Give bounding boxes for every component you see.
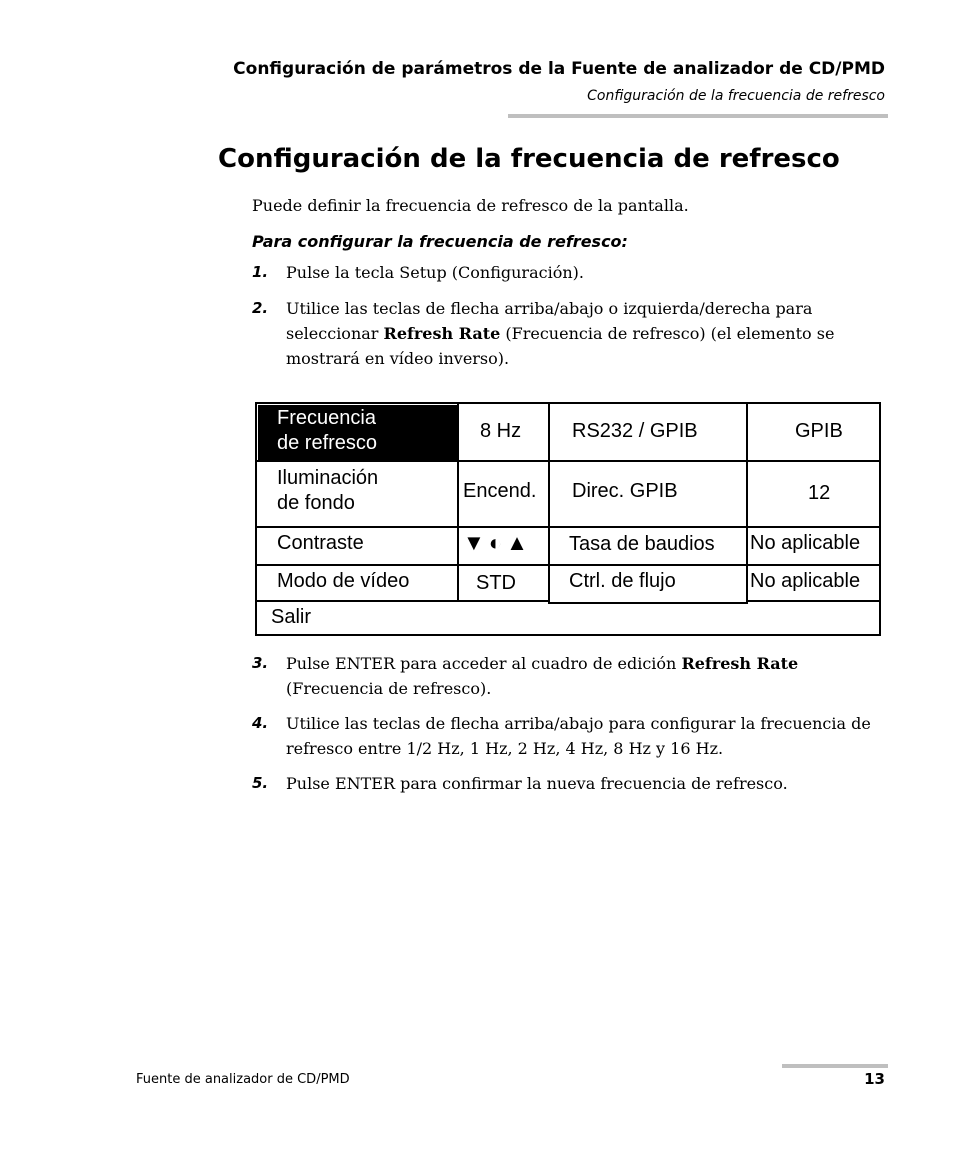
- gpib-address-value[interactable]: 12: [808, 482, 831, 504]
- backlight-label[interactable]: Iluminación de fondo: [277, 467, 379, 514]
- interface-value[interactable]: GPIB: [795, 420, 843, 442]
- step-text: Utilice las teclas de flecha arriba/abajo o izquierda/derecha para seleccionar Refresh Rate (Frecuencia de refresco) (el elemento se mostrará en vídeo inverso).: [286, 299, 835, 368]
- step-number: 1.: [252, 263, 269, 281]
- contrast-arrows-icon[interactable]: ▼◐▲: [463, 530, 532, 555]
- footer-doc-title: Fuente de analizador de CD/PMD: [136, 1072, 350, 1087]
- exit-option[interactable]: Salir: [271, 606, 312, 628]
- header-rule: [508, 114, 888, 118]
- refresh-rate-label[interactable]: Frecuencia de refresco: [277, 407, 378, 454]
- step-text: Pulse ENTER para acceder al cuadro de edición Refresh Rate (Frecuencia de refresco).: [286, 654, 799, 698]
- flow-control-value[interactable]: No aplicable: [750, 570, 861, 592]
- video-mode-label[interactable]: Modo de vídeo: [277, 570, 410, 592]
- flow-control-label[interactable]: Ctrl. de flujo: [569, 570, 676, 592]
- refresh-rate-value[interactable]: 8 Hz: [480, 420, 522, 442]
- contrast-label[interactable]: Contraste: [277, 532, 364, 554]
- page-title: Configuración de la frecuencia de refresco: [218, 144, 840, 174]
- gpib-address-label[interactable]: Direc. GPIB: [572, 480, 678, 502]
- step-number: 3.: [252, 654, 269, 672]
- intro-paragraph: Puede definir la frecuencia de refresco de la pantalla.: [252, 196, 689, 215]
- footer-rule: [782, 1064, 888, 1068]
- step-text: Pulse la tecla Setup (Configuración).: [286, 263, 584, 282]
- page-number: 13: [864, 1070, 885, 1088]
- step-number: 2.: [252, 299, 269, 317]
- video-mode-value[interactable]: STD: [476, 572, 516, 594]
- interface-label[interactable]: RS232 / GPIB: [572, 420, 698, 442]
- step-number: 4.: [252, 714, 269, 732]
- step-text: Pulse ENTER para confirmar la nueva frecuencia de refresco.: [286, 774, 788, 793]
- chapter-title: Configuración de parámetros de la Fuente de analizador de CD/PMD: [233, 59, 885, 79]
- baud-rate-value[interactable]: No aplicable: [750, 532, 861, 554]
- step-text: Utilice las teclas de flecha arriba/abajo para configurar la frecuencia de refresco entre 1/2 Hz, 1 Hz, 2 Hz, 4 Hz, 8 Hz y 16 Hz.: [286, 714, 871, 758]
- setup-screen: [255, 402, 881, 636]
- baud-rate-label[interactable]: Tasa de baudios: [569, 533, 715, 555]
- section-subtitle: Configuración de la frecuencia de refresco: [587, 88, 885, 104]
- step-number: 5.: [252, 774, 269, 792]
- backlight-value[interactable]: Encend.: [463, 480, 537, 502]
- procedure-title: Para configurar la frecuencia de refresco:: [252, 232, 628, 251]
